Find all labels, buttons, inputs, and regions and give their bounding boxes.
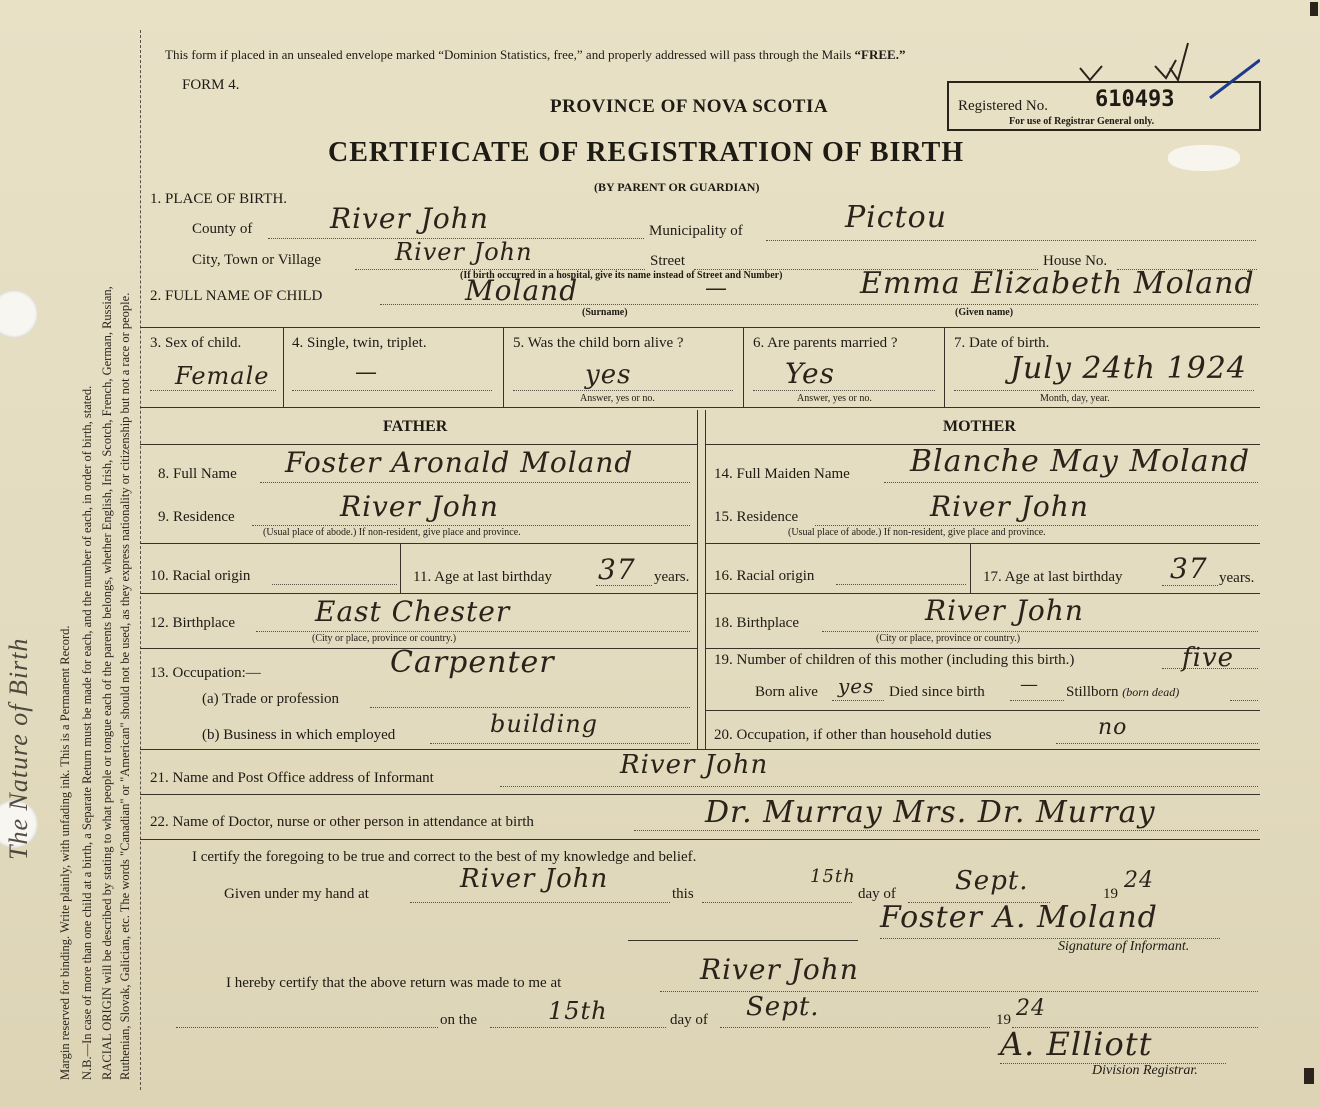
given-this-label: this: [672, 886, 694, 902]
heading-divider-left: [140, 444, 697, 445]
father-age-divider: [400, 543, 401, 593]
stillborn-caption: (born dead): [1122, 685, 1180, 699]
informant-line: [500, 786, 1258, 787]
registrar-day-line: [490, 1027, 666, 1028]
mother-age-years: years.: [1219, 570, 1255, 586]
certificate-subtitle: (BY PARENT OR GUARDIAN): [594, 180, 760, 194]
street-label: Street: [650, 253, 685, 269]
registrar-month-line: [720, 1027, 990, 1028]
multiple-birth-label: 4. Single, twin, triplet.: [292, 335, 427, 351]
age-divider-left: [140, 593, 697, 594]
father-name-value[interactable]: Foster Aronald Moland: [285, 446, 634, 479]
father-residence-caption: (Usual place of abode.) If non-resident, give place and province.: [263, 527, 521, 538]
residence-divider-right: [705, 543, 1260, 544]
business-line: [430, 743, 690, 744]
mail-notice: [165, 47, 905, 63]
checkmark-icon: [1060, 38, 1260, 108]
certify-statement: I certify the foregoing to be true and correct to the best of my knowledge and belief.: [192, 849, 697, 865]
father-age-label: 11. Age at last birthday: [413, 569, 552, 585]
hospital-note: (If birth occurred in a hospital, give its name instead of Street and Number): [460, 270, 783, 281]
father-birthplace-value[interactable]: East Chester: [315, 595, 511, 628]
mother-occupation-label: 20. Occupation, if other than household duties: [714, 727, 992, 743]
given-day-line: [702, 902, 852, 903]
multiple-birth-line: [292, 390, 492, 391]
father-birthplace-label: 12. Birthplace: [150, 615, 235, 631]
given-under-label: Given under my hand at: [224, 886, 369, 902]
mother-residence-value[interactable]: River John: [930, 490, 1089, 523]
registrar-signature-caption: Division Registrar.: [1092, 1063, 1198, 1078]
registrar-place-value[interactable]: River John: [700, 953, 859, 986]
sex-value[interactable]: Female: [175, 362, 270, 390]
registrar-day-value[interactable]: 15th: [548, 997, 608, 1025]
margin-note-2: N.B.—In case of more than one child at a birth, a Separate Return must be made for each, and the number of each, in order of birth, stated.: [80, 385, 94, 1080]
father-name-line: [260, 482, 690, 483]
father-occupation-value[interactable]: Carpenter: [390, 645, 555, 680]
punch-hole-top: [0, 290, 38, 338]
given-day-value[interactable]: 15th: [810, 866, 856, 887]
registrar-on-the-label: on the: [440, 1012, 478, 1028]
mother-name-label: 14. Full Maiden Name: [714, 466, 850, 482]
margin-note-3: RACIAL ORIGIN will be described by stating to what people or tongue each of the parents belongs, whether English, Irish, Scotch, French, German, Russian,: [100, 286, 114, 1080]
mother-residence-label: 15. Residence: [714, 509, 799, 525]
stillborn-line: [1230, 700, 1258, 701]
house-no-label: House No.: [1043, 253, 1108, 269]
given-day-of-label: day of: [858, 886, 896, 902]
born-alive-line: [513, 390, 733, 391]
doctor-value[interactable]: Dr. Murray Mrs. Dr. Murray: [705, 795, 1156, 830]
row-divider-1: [140, 327, 1260, 328]
informant-signature[interactable]: Foster A. Moland: [880, 900, 1158, 935]
registrar-signature[interactable]: A. Elliott: [1000, 1025, 1153, 1063]
mother-birthplace-line: [822, 631, 1258, 632]
given-place-line: [410, 902, 670, 903]
mother-racial-line: [836, 584, 966, 585]
parents-married-line: [753, 390, 935, 391]
child-surname[interactable]: Moland: [465, 274, 579, 307]
father-name-label: 8. Full Name: [158, 466, 237, 482]
father-mother-divider-b: [705, 410, 706, 749]
county-label: County of: [192, 221, 253, 237]
date-of-birth-value[interactable]: July 24th 1924: [1010, 351, 1247, 386]
municipality-label: Municipality of: [649, 223, 743, 239]
registered-number: 610493: [1095, 87, 1175, 112]
mother-age-line: [1162, 585, 1218, 586]
mother-occupation-value[interactable]: no: [1098, 715, 1128, 740]
mother-age-divider: [970, 543, 971, 593]
father-residence-value[interactable]: River John: [340, 490, 499, 523]
county-value[interactable]: River John: [330, 202, 489, 235]
sex-label: 3. Sex of child.: [150, 335, 242, 351]
child-name-dash: —: [705, 276, 728, 301]
given-year-value[interactable]: 24: [1124, 868, 1154, 893]
mother-name-value[interactable]: Blanche May Moland: [910, 444, 1251, 479]
father-mother-divider-a: [697, 410, 698, 749]
certificate-title: CERTIFICATE OF REGISTRATION OF BIRTH: [328, 137, 965, 168]
city-label: City, Town or Village: [192, 252, 322, 268]
surname-caption: (Surname): [582, 307, 628, 318]
business-label: (b) Business in which employed: [202, 727, 396, 743]
row-divider-5: [140, 839, 1260, 840]
form-number: FORM 4.: [182, 77, 240, 93]
sex-line: [150, 390, 276, 391]
born-alive-caption: Answer, yes or no.: [580, 393, 655, 404]
died-since-birth-label: Died since birth: [889, 684, 985, 700]
parents-married-label: 6. Are parents married ?: [753, 335, 898, 351]
corner-mark: [1304, 1068, 1314, 1084]
father-age-years: years.: [654, 569, 690, 585]
registrar-year-prefix: 19: [996, 1012, 1011, 1028]
registrar-day-of-label: day of: [670, 1012, 708, 1028]
mother-occupation-line: [1056, 743, 1258, 744]
mother-birthplace-value[interactable]: River John: [925, 594, 1084, 627]
informant-value[interactable]: River John: [620, 750, 769, 780]
father-racial-label: 10. Racial origin: [150, 568, 251, 584]
white-correction-mark: [1168, 145, 1240, 171]
col-divider-5: [743, 327, 744, 407]
place-of-birth-label: 1. PLACE OF BIRTH.: [150, 191, 288, 207]
children-count-value[interactable]: five: [1182, 643, 1235, 673]
registered-label: Registered No.: [958, 98, 1048, 114]
mother-racial-label: 16. Racial origin: [714, 568, 815, 584]
children-count-label: 19. Number of children of this mother (including this birth.): [714, 652, 1075, 668]
margin-note-1: Margin reserved for binding. Write plainly, with unfading ink. This is a Permanent Record.: [58, 625, 72, 1080]
municipality-line: [766, 240, 1256, 241]
father-age-value[interactable]: 37: [598, 553, 636, 586]
mother-age-value[interactable]: 37: [1170, 552, 1208, 585]
registrar-separator: [628, 940, 858, 941]
born-alive-count-line: [832, 700, 884, 701]
father-racial-line: [272, 584, 397, 585]
informant-label: 21. Name and Post Office address of Informant: [150, 770, 434, 786]
col-divider-4: [503, 327, 504, 407]
parents-married-caption: Answer, yes or no.: [797, 393, 872, 404]
child-given-name[interactable]: Emma Elizabeth Moland: [860, 266, 1255, 301]
doctor-line: [634, 830, 1258, 831]
mother-birthplace-label: 18. Birthplace: [714, 615, 799, 631]
mother-residence-line: [815, 525, 1258, 526]
date-of-birth-label: 7. Date of birth.: [954, 335, 1050, 351]
given-year-prefix: 19: [1103, 886, 1118, 902]
corner-mark-top: [1310, 2, 1318, 16]
mail-notice-text: This form if placed in an unsealed envelope marked “Dominion Statistics, free,” and properly addressed will pass through the Mails: [165, 47, 855, 62]
born-alive-value[interactable]: yes: [585, 360, 632, 390]
father-occupation-label: 13. Occupation:—: [150, 665, 261, 681]
date-of-birth-caption: Month, day, year.: [1040, 393, 1110, 404]
left-margin-scrawl: The Nature of Birth: [4, 637, 33, 860]
child-name-label: 2. FULL NAME OF CHILD: [150, 288, 323, 304]
mother-residence-caption: (Usual place of abode.) If non-resident, give place and province.: [788, 527, 1046, 538]
father-heading: FATHER: [383, 418, 448, 435]
business-value[interactable]: building: [490, 710, 599, 738]
father-residence-label: 9. Residence: [158, 509, 235, 525]
municipality-value[interactable]: Pictou: [845, 200, 948, 235]
registered-note: For use of Registrar General only.: [1009, 116, 1155, 127]
city-value[interactable]: River John: [395, 238, 533, 266]
trade-label: (a) Trade or profession: [202, 691, 340, 707]
given-month-value[interactable]: Sept.: [955, 866, 1029, 896]
father-residence-line: [252, 525, 690, 526]
given-name-caption: (Given name): [955, 307, 1014, 318]
mother-name-line: [884, 482, 1258, 483]
multiple-birth-value[interactable]: —: [355, 360, 378, 385]
mother-age-label: 17. Age at last birthday: [983, 569, 1123, 585]
province-title: PROVINCE OF NOVA SCOTIA: [550, 96, 829, 117]
birthplace-divider-right: [705, 648, 1260, 649]
date-of-birth-line: [954, 390, 1254, 391]
registrar-lead-line: [176, 1027, 438, 1028]
died-since-birth-value[interactable]: —: [1020, 674, 1039, 695]
margin-note-4: Ruthenian, Slovak, Galician, etc. The words "Canadian" or "American" should not be used, as they express nationality or citizenship but not a race or people.: [118, 292, 132, 1080]
row-divider-2: [140, 407, 1260, 408]
given-place-value[interactable]: River John: [460, 864, 609, 894]
father-birthplace-caption: (City or place, province or country.): [312, 633, 457, 644]
registrar-month-value[interactable]: Sept.: [746, 992, 820, 1022]
registrar-year-value[interactable]: 24: [1016, 996, 1046, 1021]
born-alive-count-value[interactable]: yes: [838, 674, 875, 698]
stillborn-text: Stillborn: [1066, 684, 1119, 700]
mail-notice-free: “FREE.”: [854, 47, 906, 62]
stillborn-label: [1066, 684, 1179, 701]
father-birthplace-line: [256, 631, 690, 632]
residence-divider-left: [140, 543, 697, 544]
mother-heading: MOTHER: [943, 418, 1016, 435]
mother-birthplace-caption: (City or place, province or country.): [876, 633, 1021, 644]
col-divider-3: [283, 327, 284, 407]
trade-line: [370, 707, 690, 708]
binding-margin-line: [140, 30, 142, 1090]
col-divider-6: [944, 327, 945, 407]
children-divider-right: [705, 710, 1260, 711]
born-alive-label: 5. Was the child born alive ?: [513, 335, 684, 351]
doctor-label: 22. Name of Doctor, nurse or other person in attendance at birth: [150, 814, 534, 830]
died-since-birth-line: [1010, 700, 1064, 701]
parents-married-value[interactable]: Yes: [785, 357, 835, 390]
registrar-statement: I hereby certify that the above return was made to me at: [226, 975, 562, 991]
born-alive-count-label: Born alive: [755, 684, 818, 700]
informant-signature-caption: Signature of Informant.: [1058, 939, 1190, 954]
